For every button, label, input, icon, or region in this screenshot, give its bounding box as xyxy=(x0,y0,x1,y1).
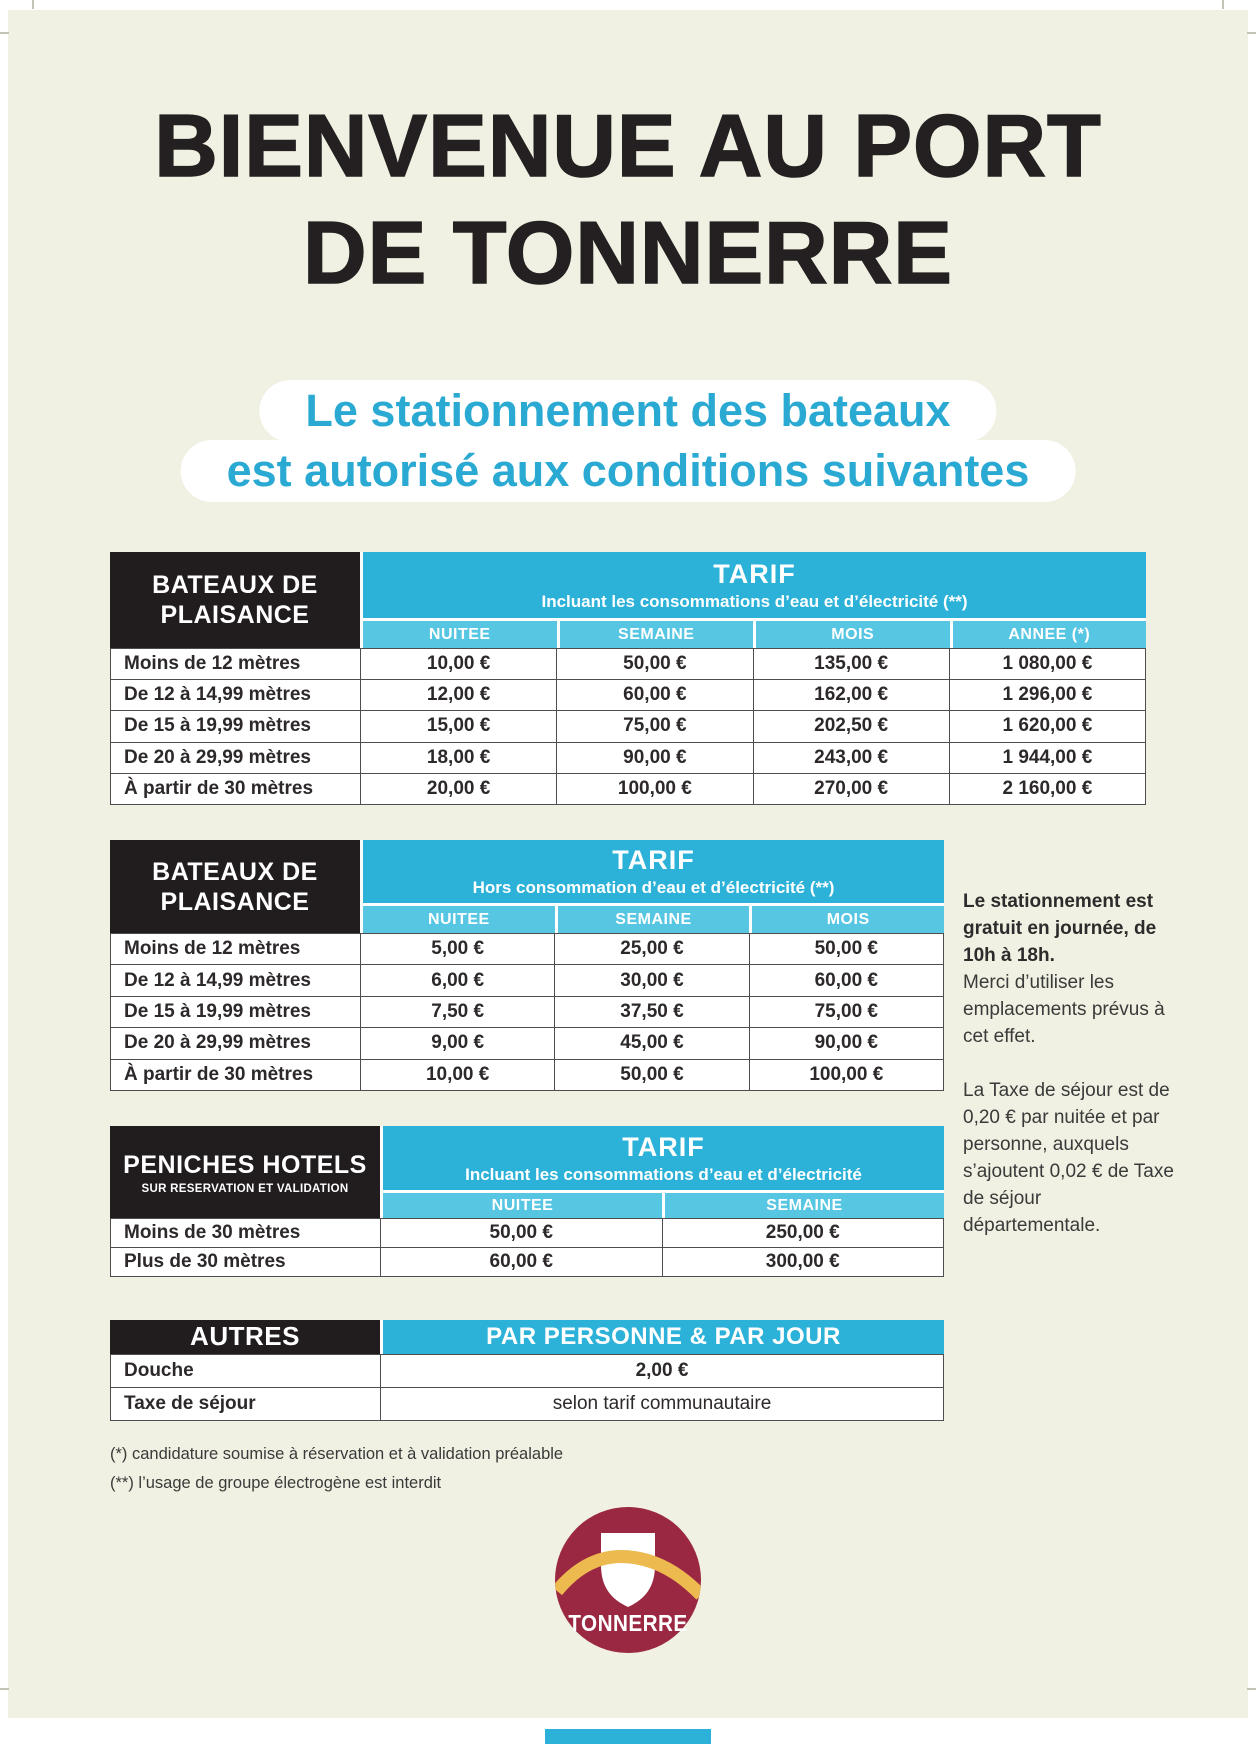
row-label: Plus de 30 mètres xyxy=(111,1248,381,1277)
cell-value: 12,00 € xyxy=(361,680,557,711)
side-note xyxy=(963,888,1175,1239)
cell-value: 7,50 € xyxy=(361,997,555,1028)
cell-value: 30,00 € xyxy=(555,965,749,996)
cell-value: 25,00 € xyxy=(555,934,749,965)
crop-mark xyxy=(1247,1688,1256,1690)
row-label: Moins de 30 mètres xyxy=(111,1219,381,1248)
corner-title: BATEAUX DE PLAISANCE xyxy=(152,857,318,916)
row-label: À partir de 30 mètres xyxy=(111,1060,361,1091)
page-title-line2: DE TONNERRE xyxy=(303,203,953,302)
side-note-bold: Le stationnement est gratuit en journée, de 10h à 18h. xyxy=(963,891,1157,966)
cell-value: 50,00 € xyxy=(557,649,753,680)
tarif-header xyxy=(383,1126,944,1190)
cell-value: 300,00 € xyxy=(663,1248,945,1277)
tarif-title: TARIF xyxy=(622,1131,705,1162)
column-header: NUITEE xyxy=(363,621,557,648)
column-header: ANNEE (*) xyxy=(953,621,1147,648)
row-label: Douche xyxy=(111,1355,381,1388)
cell-value: 2,00 € xyxy=(381,1355,944,1388)
crop-mark xyxy=(0,1688,9,1690)
cell-value: 45,00 € xyxy=(555,1028,749,1059)
logo-text: TONNERRE xyxy=(568,1609,688,1637)
column-header: MOIS xyxy=(752,906,944,933)
cell-value: 6,00 € xyxy=(361,965,555,996)
tarif-subtitle: Incluant les consommations d’eau et d’électricité xyxy=(465,1164,862,1184)
corner-title: BATEAUX DE PLAISANCE xyxy=(152,571,318,629)
footnotes xyxy=(110,1440,563,1498)
cell-value: 37,50 € xyxy=(555,997,749,1028)
column-header: MOIS xyxy=(756,621,950,648)
column-header: SEMAINE xyxy=(560,621,754,648)
per-person-header: PAR PERSONNE & PAR JOUR xyxy=(383,1320,944,1354)
cell-value: 9,00 € xyxy=(361,1028,555,1059)
cell-value: 60,00 € xyxy=(381,1248,663,1277)
cell-value: selon tarif communautaire xyxy=(381,1388,944,1421)
cell-value: 243,00 € xyxy=(754,743,950,774)
cell-value: 60,00 € xyxy=(557,680,753,711)
cell-value: 20,00 € xyxy=(361,774,557,805)
cell-value: 50,00 € xyxy=(555,1060,749,1091)
subtitle-pill-1 xyxy=(259,380,996,442)
tarif-title: TARIF xyxy=(713,558,796,589)
cell-value: 90,00 € xyxy=(557,743,753,774)
crop-mark xyxy=(1222,0,1224,9)
cell-value: 1 620,00 € xyxy=(950,711,1146,742)
column-header: NUITEE xyxy=(363,906,555,933)
cell-value: 250,00 € xyxy=(663,1219,945,1248)
cell-value: 60,00 € xyxy=(750,965,944,996)
subtitle-pill-2 xyxy=(181,440,1076,502)
crop-mark xyxy=(1247,32,1256,34)
row-label: De 20 à 29,99 mètres xyxy=(111,1028,361,1059)
cell-value: 75,00 € xyxy=(750,997,944,1028)
corner-title: PENICHES HOTELS xyxy=(123,1150,367,1179)
table-corner-header xyxy=(110,840,360,933)
cell-value: 10,00 € xyxy=(361,649,557,680)
page-title-line1: BIENVENUE AU PORT xyxy=(154,96,1102,195)
footnote-1: (*) candidature soumise à réservation et à validation préalable xyxy=(110,1445,564,1463)
cell-value: 50,00 € xyxy=(381,1219,663,1248)
page-title xyxy=(0,92,1256,306)
cell-value: 100,00 € xyxy=(750,1060,944,1091)
side-note-normal: Merci d’utiliser les emplacements prévus à cet effet. xyxy=(963,972,1165,1047)
subtitle-line2: est autorisé aux conditions suivantes xyxy=(226,445,1030,496)
plaisance-excl-table xyxy=(110,840,944,1091)
cell-value: 1 080,00 € xyxy=(950,649,1146,680)
row-label: De 15 à 19,99 mètres xyxy=(111,997,361,1028)
side-note-paragraph2: La Taxe de séjour est de 0,20 € par nuitée et par personne, auxquels s’ajoutent 0,02 € de Taxe de séjour départementale. xyxy=(963,1080,1174,1236)
footnote-2: (**) l’usage de groupe électrogène est interdit xyxy=(110,1474,442,1492)
cell-value: 75,00 € xyxy=(557,711,753,742)
table-corner-header xyxy=(110,1126,380,1218)
tarif-subtitle: Hors consommation d’eau et d’électricité (**) xyxy=(472,878,835,897)
row-label: De 12 à 14,99 mètres xyxy=(111,965,361,996)
cell-value: 90,00 € xyxy=(750,1028,944,1059)
cell-value: 202,50 € xyxy=(754,711,950,742)
peniches-hotels-table xyxy=(110,1126,944,1277)
crop-mark xyxy=(32,0,34,9)
table-corner-header xyxy=(110,552,360,648)
cell-value: 135,00 € xyxy=(754,649,950,680)
row-label: Moins de 12 mètres xyxy=(111,649,361,680)
bottom-blue-bar xyxy=(545,1729,711,1744)
cell-value: 162,00 € xyxy=(754,680,950,711)
corner-title: AUTRES xyxy=(190,1321,300,1352)
cell-value: 270,00 € xyxy=(754,774,950,805)
tarif-header xyxy=(363,840,944,903)
row-label: De 20 à 29,99 mètres xyxy=(111,743,361,774)
tonnerre-logo xyxy=(555,1507,701,1653)
row-label: Moins de 12 mètres xyxy=(111,934,361,965)
cell-value: 50,00 € xyxy=(750,934,944,965)
tarif-subtitle: Incluant les consommations d’eau et d’électricité (**) xyxy=(541,591,968,611)
column-header: SEMAINE xyxy=(665,1193,944,1218)
cell-value: 15,00 € xyxy=(361,711,557,742)
cell-value: 1 944,00 € xyxy=(950,743,1146,774)
row-label: De 12 à 14,99 mètres xyxy=(111,680,361,711)
crop-mark xyxy=(0,32,9,34)
cell-value: 5,00 € xyxy=(361,934,555,965)
table-corner-header xyxy=(110,1320,380,1354)
column-header: SEMAINE xyxy=(558,906,750,933)
cell-value: 1 296,00 € xyxy=(950,680,1146,711)
cell-value: 100,00 € xyxy=(557,774,753,805)
cell-value: 2 160,00 € xyxy=(950,774,1146,805)
row-label: Taxe de séjour xyxy=(111,1388,381,1421)
plaisance-incl-table xyxy=(110,552,1146,805)
cell-value: 18,00 € xyxy=(361,743,557,774)
subtitle-line1: Le stationnement des bateaux xyxy=(305,385,951,436)
column-header: NUITEE xyxy=(383,1193,662,1218)
row-label: À partir de 30 mètres xyxy=(111,774,361,805)
cell-value: 10,00 € xyxy=(361,1060,555,1091)
corner-subtitle: SUR RESERVATION ET VALIDATION xyxy=(141,1182,349,1195)
autres-table xyxy=(110,1320,944,1421)
tarif-header xyxy=(363,552,1146,618)
tarif-title: TARIF xyxy=(612,845,695,875)
row-label: De 15 à 19,99 mètres xyxy=(111,711,361,742)
